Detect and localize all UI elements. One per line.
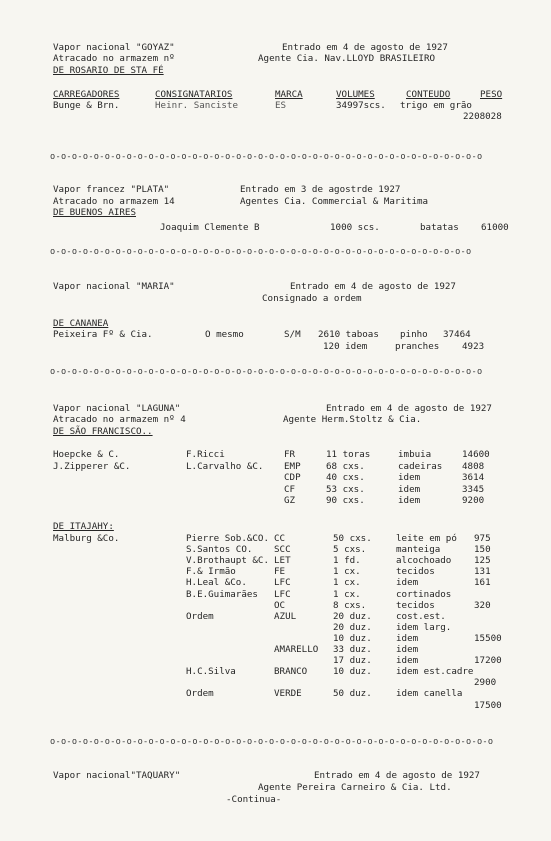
laguna-weight: 4808 — [462, 460, 485, 472]
itajahy-contents: idem — [396, 632, 419, 644]
itajahy-volumes: 10 duz. — [333, 632, 372, 644]
laguna-weight: 3614 — [462, 472, 485, 483]
itajahy-contents: idem — [396, 577, 419, 589]
itajahy-volumes: 10 duz. — [333, 666, 372, 678]
maria-shipper: Peixeira Fº & Cia. — [53, 329, 153, 340]
itajahy-mark: LFC — [274, 577, 291, 589]
itajahy-weight: 125 — [474, 555, 491, 567]
itajahy-weight: 161 — [474, 577, 491, 589]
goyaz-mark: ES — [275, 100, 287, 111]
itajahy-consignee: Ordem — [186, 610, 214, 622]
laguna-mark: FR — [284, 449, 296, 460]
maria-mark: S/M — [284, 329, 301, 340]
itajahy-consignee: S.Santos CO. — [186, 544, 253, 556]
maria-consigned: Consignado a ordem — [262, 293, 362, 304]
goyaz-weight: 2208028 — [463, 111, 502, 122]
itajahy-volumes: 17 duz. — [333, 655, 372, 667]
itajahy-contents: tecidos — [396, 566, 435, 578]
itajahy-consignee: F.& Irmão — [186, 566, 236, 578]
goyaz-volumes: 34997scs. — [336, 100, 386, 111]
laguna-mark: CDP — [284, 472, 301, 483]
itajahy-volumes: 1 cx. — [333, 588, 361, 600]
taquary-vessel: Vapor nacional"TAQUARY" — [53, 770, 181, 781]
itajahy-contents: idem — [396, 644, 419, 655]
goyaz-arrival: Entrado em 4 de agosto de 1927 — [282, 42, 448, 53]
itajahy-contents: idem est.cadre — [396, 666, 474, 678]
laguna-weight: 3345 — [462, 483, 485, 495]
plata-vessel: Vapor francez "PLATA" — [53, 184, 170, 195]
itajahy-volumes: 1 fd. — [333, 555, 361, 567]
itajahy-mark: LFC — [274, 588, 291, 600]
plata-arrival: Entrado em 3 de agostrde 1927 — [240, 184, 401, 195]
laguna-consignee: L.Carvalho &C. — [186, 460, 264, 472]
goyaz-agent: Agente Cia. Nav.LLOYD BRASILEIRO — [258, 53, 436, 64]
laguna-consignee: F.Ricci — [186, 449, 225, 460]
itajahy-weight: 320 — [474, 599, 491, 611]
itajahy-consignee: H.Leal &Co. — [186, 577, 247, 589]
goyaz-storage: Atracado no armazem nº — [53, 53, 175, 64]
itajahy-contents: tecidos — [396, 599, 435, 611]
itajahy-mark: LET — [274, 555, 291, 567]
itajahy-origin: DE ITAJAHY: — [53, 521, 114, 532]
plata-contents: batatas — [420, 222, 459, 233]
itajahy-mark: SCC — [274, 544, 291, 556]
laguna-vessel: Vapor nacional "LAGUNA" — [53, 403, 181, 414]
col-contents: CONTEUDO — [406, 89, 451, 100]
laguna-volumes: 40 cxs. — [326, 472, 365, 483]
itajahy-shipper: Malburg &Co. — [53, 533, 120, 544]
itajahy-volumes: 1 cx. — [333, 577, 361, 589]
itajahy-contents: idem canella — [396, 688, 463, 700]
plata-storage: Atracado no armazem 14 — [53, 196, 175, 207]
itajahy-consignee: V.Brothaupt &C. — [186, 555, 269, 567]
itajahy-weight: 15500 — [474, 632, 502, 644]
laguna-volumes: 53 cxs. — [326, 483, 365, 495]
itajahy-consignee: Pierre Sob.&CO. — [186, 533, 269, 544]
laguna-agent: Agente Herm.Stoltz & Cia. — [283, 414, 422, 425]
plata-volumes: 1000 scs. — [330, 222, 380, 233]
itajahy-contents: cortinados — [396, 588, 452, 600]
itajahy-weight: 150 — [474, 544, 491, 556]
taquary-agent: Agente Pereira Carneiro & Cia. Ltd. — [258, 782, 452, 793]
itajahy-volumes: 5 cxs. — [333, 544, 367, 556]
separator-line: o-o-o-o-o-o-o-o-o-o-o-o-o-o-o-o-o-o-o-o-o-o-o-o-o-o-o-o-o-o-o-o-o-o-o-o-o-o-o — [50, 247, 472, 257]
itajahy-volumes: 33 duz. — [333, 644, 372, 655]
itajahy-volumes: 20 duz. — [333, 621, 372, 633]
laguna-contents: idem — [398, 495, 421, 506]
itajahy-contents: idem larg. — [396, 621, 452, 633]
itajahy-consignee: Ordem — [186, 688, 214, 700]
itajahy-weight: 2900 — [474, 677, 497, 689]
itajahy-contents: cost.est. — [396, 610, 446, 622]
maria-contents-1: pinho — [400, 329, 428, 340]
laguna-origin: DE SÃO FRANCISCO.. — [53, 426, 153, 437]
itajahy-weight: 975 — [474, 533, 491, 544]
maria-weight-1: 37464 — [443, 329, 471, 340]
col-shippers: CARREGADORES — [53, 89, 120, 100]
plata-origin: DE BUENOS AIRES — [53, 207, 136, 218]
col-consignees: CONSIGNATARIOS — [155, 89, 233, 100]
maria-origin: DE CANANEA — [53, 318, 109, 329]
separator-line: o-o-o-o-o-o-o-o-o-o-o-o-o-o-o-o-o-o-o-o-o-o-o-o-o-o-o-o-o-o-o-o-o-o-o-o-o-o-o-o-o — [50, 737, 494, 747]
itajahy-mark: VERDE — [274, 688, 302, 700]
laguna-contents: idem — [398, 472, 421, 483]
maria-arrival: Entrado em 4 de agosto de 1927 — [290, 281, 456, 292]
separator-line: o-o-o-o-o-o-o-o-o-o-o-o-o-o-o-o-o-o-o-o-o-o-o-o-o-o-o-o-o-o-o-o-o-o-o-o-o-o-o-o — [50, 367, 483, 377]
itajahy-consignee: H.C.Silva — [186, 666, 236, 678]
itajahy-consignee: B.E.Guimarães — [186, 588, 258, 600]
laguna-mark: EMP — [284, 460, 301, 472]
laguna-shipper: Hoepcke & C. — [53, 449, 120, 460]
maria-weight-2: 4923 — [462, 341, 485, 352]
maria-contents-2: pranches — [395, 341, 440, 352]
itajahy-contents: leite em pó — [396, 533, 457, 544]
plata-consignee: Joaquim Clemente B — [160, 222, 260, 233]
col-marks: MARCA — [275, 89, 303, 100]
laguna-contents: idem — [398, 483, 421, 495]
maria-consignee: O mesmo — [205, 329, 244, 340]
goyaz-shipper: Bunge & Brn. — [53, 100, 120, 111]
laguna-arrival: Entrado em 4 de agosto de 1927 — [326, 403, 492, 414]
itajahy-volumes: 50 cxs. — [333, 533, 372, 544]
maria-volumes-1: 2610 taboas — [318, 329, 379, 340]
taquary-arrival: Entrado em 4 de agosto de 1927 — [314, 770, 480, 781]
continues-label: -Continua- — [226, 794, 282, 805]
laguna-storage: Atracado no armazem nº 4 — [53, 414, 186, 425]
col-volumes: VOLUMES — [336, 89, 375, 100]
itajahy-mark: OC — [274, 599, 286, 611]
itajahy-mark: FE — [274, 566, 286, 578]
laguna-contents: cadeiras — [398, 460, 443, 472]
laguna-shipper: J.Zipperer &C. — [53, 460, 131, 472]
laguna-volumes: 90 cxs. — [326, 495, 365, 506]
col-weight: PESO — [480, 89, 503, 100]
itajahy-contents: idem — [396, 655, 419, 667]
goyaz-contents: trigo em grão — [400, 100, 472, 111]
laguna-mark: CF — [284, 483, 296, 495]
itajahy-contents: alcochoado — [396, 555, 452, 567]
laguna-volumes: 11 toras — [326, 449, 371, 460]
itajahy-volumes: 20 duz. — [333, 610, 372, 622]
itajahy-volumes: 8 cxs. — [333, 599, 367, 611]
itajahy-weight: 17200 — [474, 655, 502, 667]
itajahy-weight: 17500 — [474, 699, 502, 711]
itajahy-contents: manteiga — [396, 544, 441, 556]
itajahy-volumes: 1 cx. — [333, 566, 361, 578]
maria-vessel: Vapor nacional "MARIA" — [53, 281, 175, 292]
laguna-weight: 9200 — [462, 495, 485, 506]
itajahy-mark: AZUL — [274, 610, 297, 622]
itajahy-volumes: 50 duz. — [333, 688, 372, 700]
itajahy-mark: BRANCO — [274, 666, 308, 678]
itajahy-mark: CC — [274, 533, 286, 544]
laguna-weight: 14600 — [462, 449, 490, 460]
goyaz-consignee: Heinr. Sanciste — [155, 100, 238, 111]
laguna-mark: GZ — [284, 495, 296, 506]
goyaz-vessel: Vapor nacional "GOYAZ" — [53, 42, 175, 53]
maria-volumes-2: 120 idem — [323, 341, 368, 352]
plata-agent: Agentes Cia. Commercial & Maritima — [240, 196, 429, 207]
separator-line: o-o-o-o-o-o-o-o-o-o-o-o-o-o-o-o-o-o-o-o-o-o-o-o-o-o-o-o-o-o-o-o-o-o-o-o-o-o-o-o — [50, 152, 483, 162]
itajahy-weight: 131 — [474, 566, 491, 578]
laguna-volumes: 68 cxs. — [326, 460, 365, 472]
itajahy-mark: AMARELLO — [274, 644, 319, 655]
plata-weight: 61000 — [481, 222, 509, 233]
goyaz-origin: DE ROSARIO DE STA FÉ — [53, 65, 164, 76]
laguna-contents: imbuia — [398, 449, 432, 460]
